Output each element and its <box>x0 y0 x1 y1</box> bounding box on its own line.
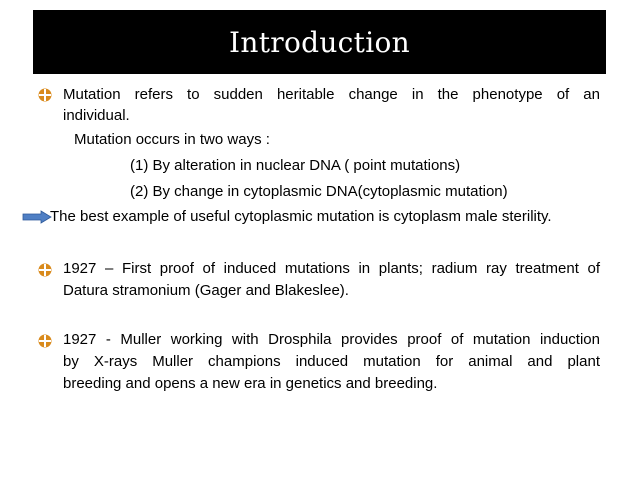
title-bar <box>33 10 606 74</box>
paragraph-1-line-2: individual. <box>63 107 130 124</box>
paragraph-2-line-2: Datura stramonium (Gager and Blakeslee). <box>63 282 349 299</box>
paragraph-2-line-1: 1927 – First proof of induced mutations in plants; radium ray treatment of <box>63 260 600 277</box>
paragraph-1-line-1: Mutation refers to sudden heritable change in the phenotype of an <box>63 86 600 103</box>
ways-intro: Mutation occurs in two ways : <box>74 131 270 148</box>
bullet-icon <box>38 263 52 277</box>
paragraph-3-line-2: by X-rays Muller champions induced mutation for animal and plant <box>63 353 600 370</box>
bullet-icon <box>38 334 52 348</box>
paragraph-3-line-1: 1927 - Muller working with Drosphila provides proof of mutation induction <box>63 331 600 348</box>
bullet-icon <box>38 88 52 102</box>
way-1: (1) By alteration in nuclear DNA ( point mutations) <box>130 157 461 174</box>
slide-title: Introduction <box>229 25 410 59</box>
example-text: The best example of useful cytoplasmic mutation is cytoplasm male sterility. <box>50 208 552 225</box>
way-2: (2) By change in cytoplasmic DNA(cytoplasmic mutation) <box>130 183 508 200</box>
paragraph-3-line-3: breeding and opens a new era in genetics and breeding. <box>63 375 438 392</box>
right-arrow-icon <box>22 210 52 224</box>
